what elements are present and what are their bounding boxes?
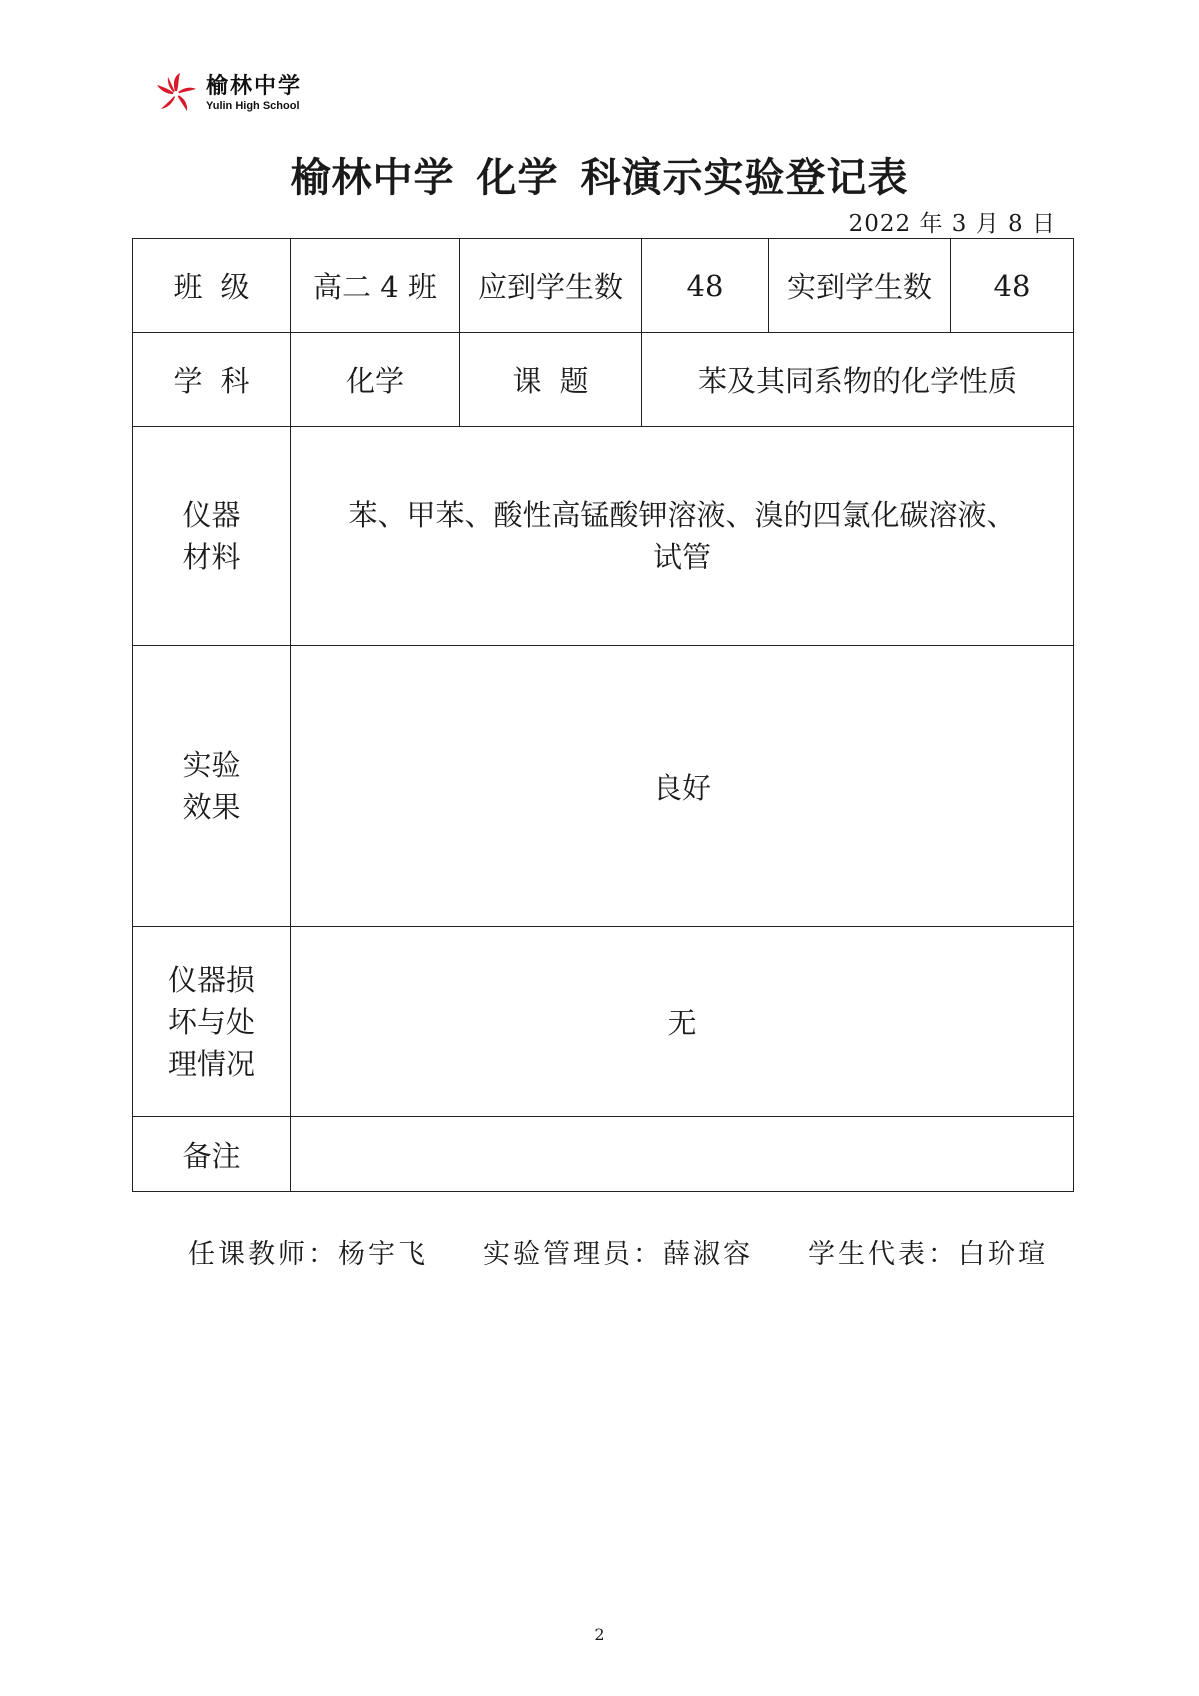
form-date: 2022 年 3 月 8 日 — [848, 211, 1056, 237]
damage-label-line: 理情况 — [167, 1046, 255, 1081]
table-row — [133, 1117, 1074, 1192]
logo-chinese-name: 榆林中学 — [206, 74, 303, 99]
materials-value-line: 试管 — [652, 540, 711, 574]
table-row — [133, 927, 1074, 1117]
title-subject: 化学 — [476, 155, 559, 201]
actual-students-value: 48 — [951, 239, 1074, 333]
table-row — [133, 333, 1074, 427]
effect-label-line: 效果 — [182, 790, 241, 824]
page-title — [0, 146, 1199, 203]
effect-label-line: 实验 — [182, 748, 241, 782]
table-row — [133, 239, 1074, 333]
materials-value — [291, 427, 1074, 646]
class-value: 高二 4 班 — [291, 239, 460, 333]
damage-label-line: 坏与处 — [167, 1004, 255, 1039]
damage-label — [133, 927, 291, 1117]
subject-value: 化学 — [291, 333, 460, 427]
signature-footer — [188, 1232, 1048, 1271]
teacher-signature: 任课教师：杨宇飞 — [188, 1239, 428, 1270]
topic-label: 课题 — [460, 333, 642, 427]
school-logo — [152, 70, 302, 118]
lab-admin-signature: 实验管理员：薛淑容 — [483, 1239, 753, 1270]
materials-label — [133, 427, 291, 646]
materials-label-line: 仪器 — [182, 498, 241, 532]
table-row — [133, 427, 1074, 646]
class-label: 班级 — [133, 239, 291, 333]
damage-value: 无 — [291, 927, 1074, 1117]
subject-label: 学科 — [133, 333, 291, 427]
remarks-label: 备注 — [133, 1117, 291, 1192]
student-rep-signature: 学生代表：白玠瑄 — [808, 1239, 1048, 1270]
title-school: 榆林中学 — [290, 155, 455, 201]
table-row — [133, 646, 1074, 927]
remarks-value — [291, 1117, 1074, 1192]
effect-value: 良好 — [291, 646, 1074, 927]
page-number: 2 — [594, 1625, 605, 1644]
expected-students-value: 48 — [642, 239, 769, 333]
title-form-name: 科演示实验登记表 — [580, 155, 909, 201]
school-emblem-icon — [152, 70, 200, 118]
materials-label-line: 材料 — [182, 540, 241, 574]
logo-english-name: Yulin High School — [206, 100, 300, 112]
expected-students-label: 应到学生数 — [460, 239, 642, 333]
damage-label-line: 仪器损 — [167, 962, 255, 997]
actual-students-label: 实到学生数 — [769, 239, 951, 333]
effect-label — [133, 646, 291, 927]
materials-value-line: 苯、甲苯、酸性高锰酸钾溶液、溴的四氯化碳溶液、 — [348, 498, 1016, 532]
experiment-register-table — [132, 238, 1074, 1192]
topic-value: 苯及其同系物的化学性质 — [642, 333, 1074, 427]
